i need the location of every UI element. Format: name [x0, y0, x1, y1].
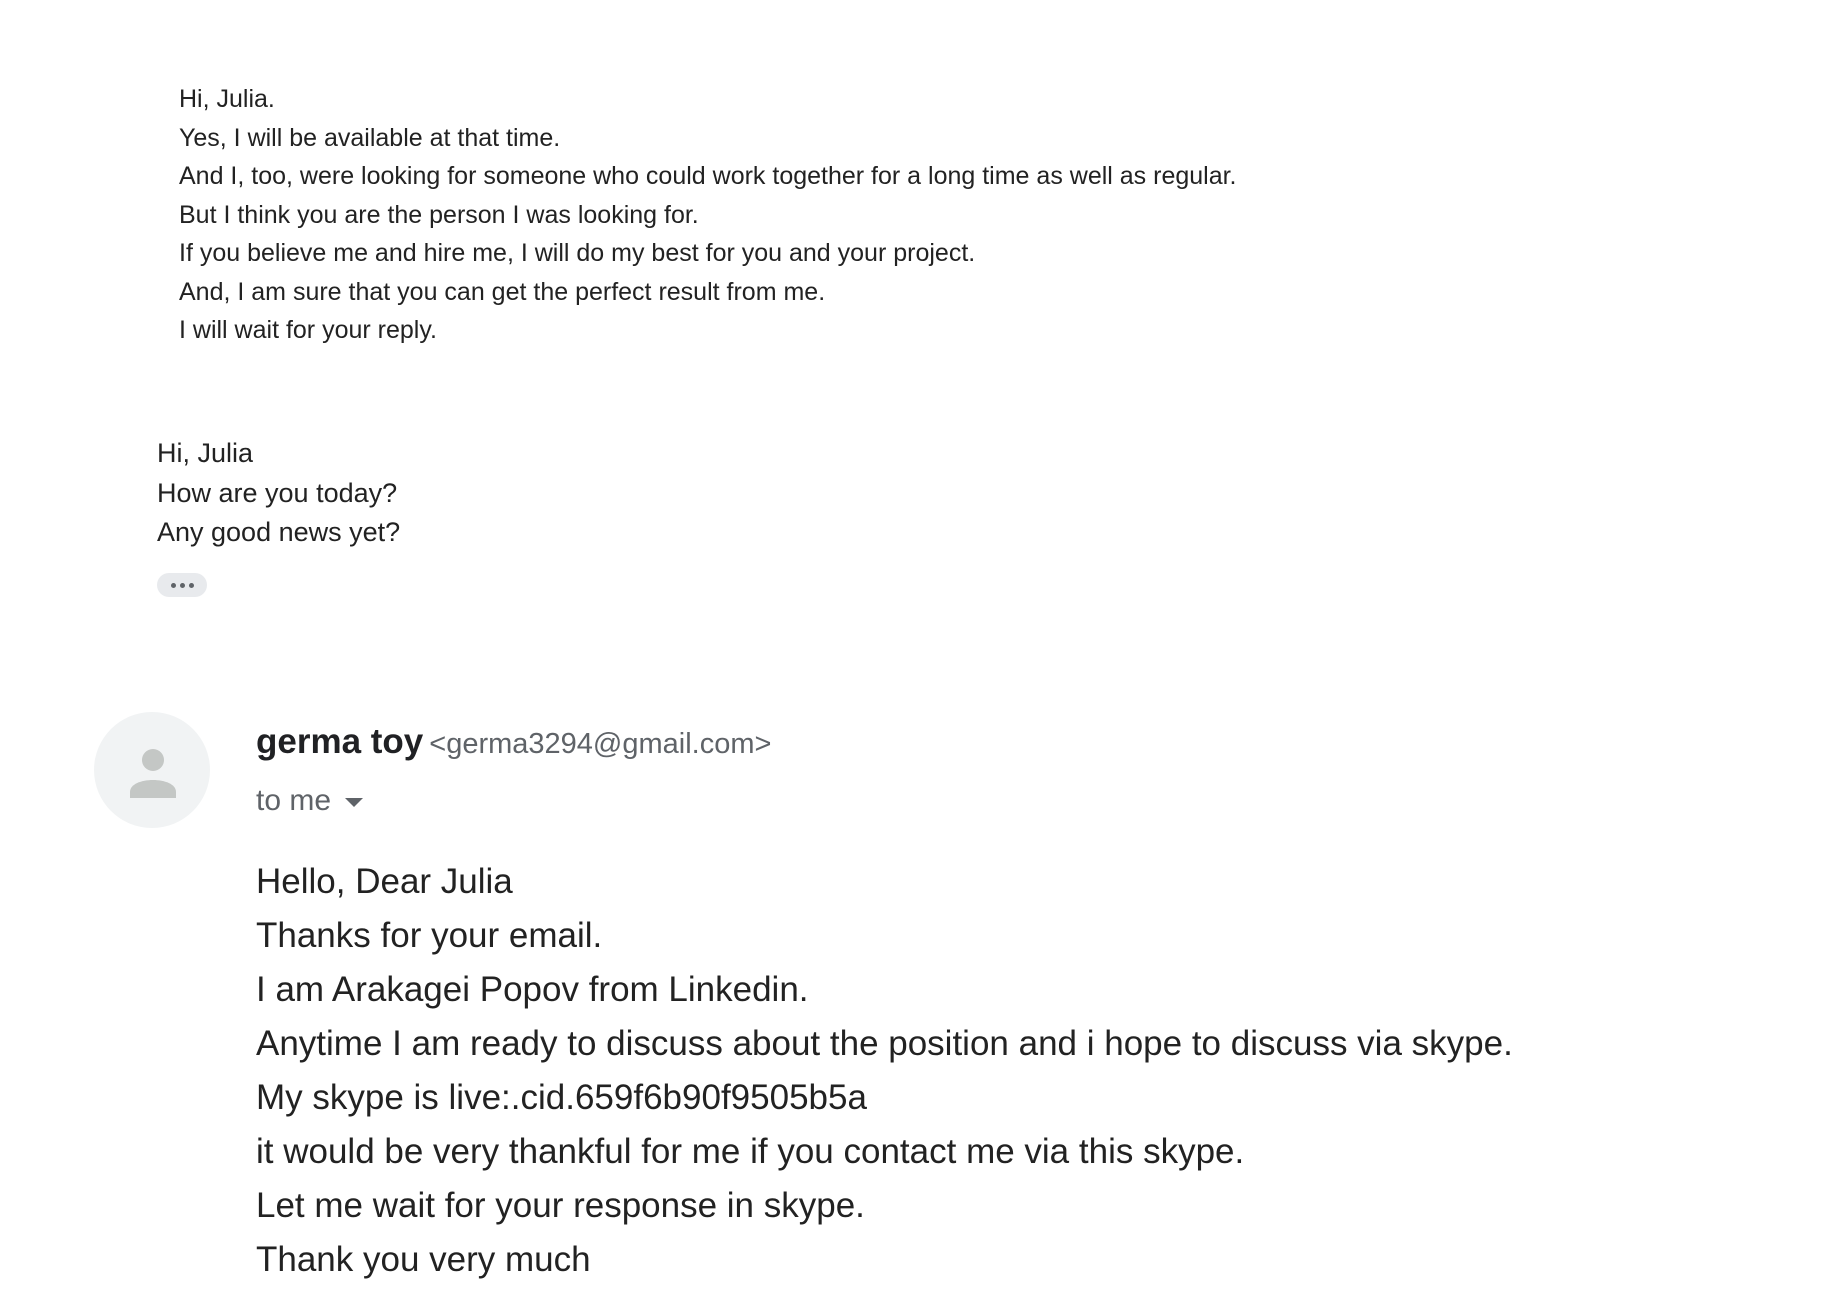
message-line: Any good news yet? — [157, 517, 401, 547]
default-person-icon — [108, 712, 210, 828]
snippet-line: But I think you are the person I was looking for. — [179, 200, 699, 229]
body-line: Let me wait for your response in skype. — [256, 1186, 865, 1225]
snippet-line: Yes, I will be available at that time. — [179, 123, 561, 152]
body-line: Hello, Dear Julia — [256, 862, 513, 901]
snippet-line: And, I am sure that you can get the perfect result from me. — [179, 277, 826, 306]
more-horiz-icon — [171, 583, 194, 588]
body-line: it would be very thankful for me if you contact me via this skype. — [256, 1132, 1245, 1171]
email-body — [256, 855, 1513, 1287]
message-line: How are you today? — [157, 477, 398, 508]
show-trimmed-content-button[interactable] — [157, 573, 207, 597]
recipient-label: to me — [256, 784, 332, 817]
message-line: Hi, Julia — [157, 438, 254, 468]
chevron-down-icon[interactable] — [345, 798, 363, 807]
snippet-line: Hi, Julia. — [179, 85, 275, 113]
snippet-line: And I, too, were looking for someone who could work together for a long time as well as regular. — [179, 162, 1237, 190]
snippet-line: If you believe me and hire me, I will do my best for you and your project. — [179, 239, 976, 267]
body-line: My skype is live:.cid.659f6b90f9505b5a — [256, 1078, 867, 1117]
snippet-line: I will wait for your reply. — [179, 316, 437, 344]
sender-header — [256, 722, 771, 762]
recipient-details-toggle[interactable] — [256, 784, 363, 818]
body-line: I am Arakagei Popov from Linkedin. — [256, 970, 809, 1009]
body-line: Thank you very much — [256, 1240, 591, 1279]
sender-name[interactable]: germa toy — [256, 722, 424, 761]
quoted-reply-snippet — [179, 80, 1579, 344]
body-line: Anytime I am ready to discuss about the position and i hope to discuss via skype. — [256, 1024, 1513, 1063]
sender-email: <germa3294@gmail.com> — [429, 728, 772, 760]
body-line: Thanks for your email. — [256, 916, 603, 955]
follow-up-message — [157, 434, 400, 553]
avatar[interactable] — [108, 712, 210, 828]
